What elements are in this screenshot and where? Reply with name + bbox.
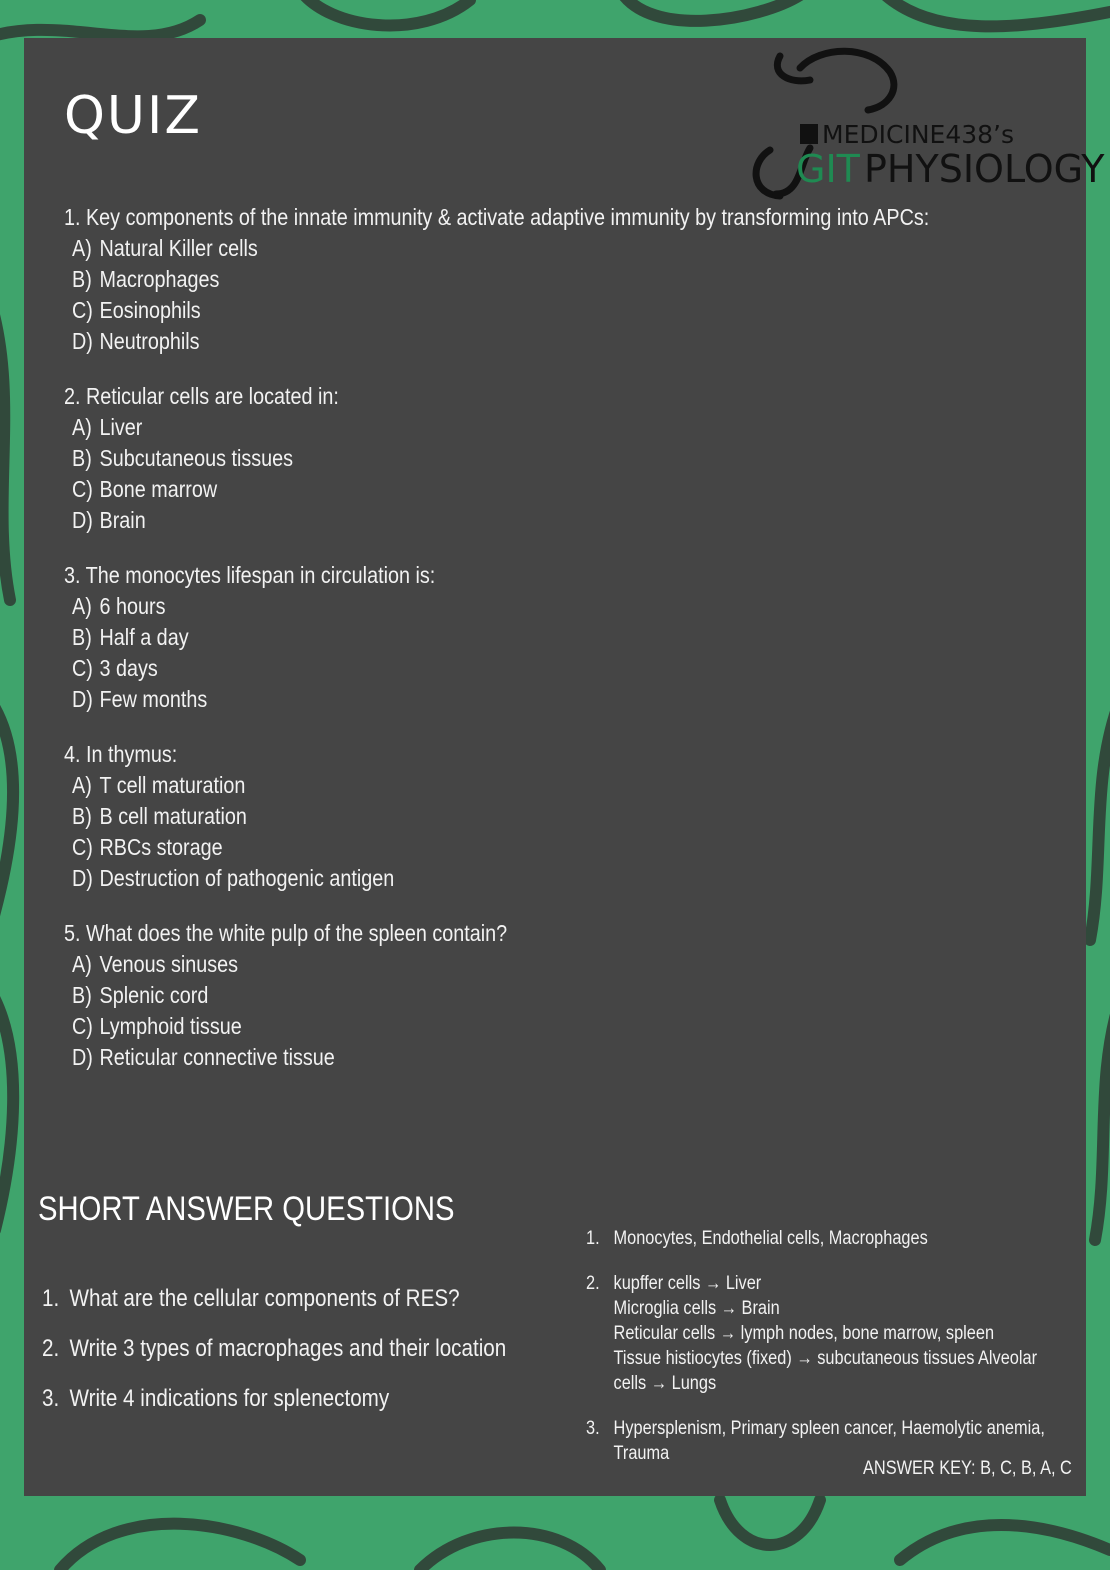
option-c[interactable] [72,474,934,505]
option-letter: D) [72,686,93,712]
option-text: Splenic cord [99,982,209,1008]
option-letter: C) [72,1013,93,1039]
answer-number: 3. [586,1418,600,1439]
answer-line: Tissue histiocytes (fixed) → subcutaneous tissues Alveolar [613,1348,1038,1369]
option-list [64,949,1074,1073]
short-answer-question [42,1324,506,1374]
option-text: Natural Killer cells [99,235,258,261]
option-letter: A) [72,414,92,440]
answer-number: 2. [586,1273,600,1294]
quiz-panel [24,38,1105,1496]
short-answer-title: SHORT ANSWER QUESTIONS [38,1190,455,1228]
option-d[interactable] [72,863,934,894]
question-2 [64,381,1074,536]
logo-git: GIT [796,147,860,191]
option-letter: A) [72,593,92,619]
option-d[interactable] [72,326,934,357]
option-list [64,412,1074,536]
answer-item [586,1226,1016,1251]
answer-line: Monocytes, Endothelial cells, Macrophages [613,1228,928,1249]
option-b[interactable] [72,264,934,295]
option-text: 3 days [99,655,158,681]
option-letter: D) [72,865,93,891]
short-answer-questions [42,1274,582,1424]
option-b[interactable] [72,622,934,653]
short-answer-answers [586,1226,1086,1486]
question-number: 2. [42,1335,60,1362]
option-text: Liver [99,414,143,440]
option-text: Macrophages [99,266,220,292]
answer-number: 1. [586,1228,600,1249]
question-number: 1. [42,1285,60,1312]
question-stem: 1. Key components of the innate immunity & activate adaptive immunity by transforming into APCs: [64,204,930,230]
question-text: What are the cellular components of RES? [69,1285,460,1312]
option-c[interactable] [72,653,934,684]
option-d[interactable] [72,684,934,715]
question-1 [64,202,1074,357]
question-text: Write 4 indications for splenectomy [69,1385,390,1412]
short-answer-question [42,1274,506,1324]
option-letter: B) [72,982,92,1008]
option-letter: A) [72,772,92,798]
option-c[interactable] [72,832,934,863]
option-text: Destruction of pathogenic antigen [99,865,395,891]
answer-line: cells → Lungs [613,1373,717,1394]
question-5 [64,918,1074,1073]
option-letter: D) [72,328,93,354]
option-b[interactable] [72,443,934,474]
multiple-choice-questions [64,202,1074,1097]
question-stem: 5. What does the white pulp of the spleen contain? [64,920,508,946]
question-number: 3. [42,1385,60,1412]
option-text: Half a day [99,624,189,650]
option-a[interactable] [72,412,934,443]
question-stem: 4. In thymus: [64,741,178,767]
option-text: Eosinophils [99,297,201,323]
option-text: Bone marrow [99,476,218,502]
option-text: Lymphoid tissue [99,1013,242,1039]
option-letter: D) [72,507,93,533]
option-a[interactable] [72,233,934,264]
option-b[interactable] [72,801,934,832]
question-stem: 3. The monocytes lifespan in circulation is: [64,562,436,588]
answer-key: ANSWER KEY: B, C, B, A, C [863,1458,1072,1479]
answer-item [586,1271,1038,1396]
option-letter: B) [72,624,92,650]
option-list [64,770,1074,894]
option-b[interactable] [72,980,934,1011]
option-text: B cell maturation [99,803,247,829]
option-text: Venous sinuses [99,951,239,977]
option-d[interactable] [72,1042,934,1073]
answer-line: Reticular cells → lymph nodes, bone marrow, spleen [613,1323,995,1344]
quiz-title: QUIZ [64,86,202,146]
option-c[interactable] [72,295,934,326]
question-stem: 2. Reticular cells are located in: [64,383,339,409]
question-3 [64,560,1074,715]
question-text: Write 3 types of macrophages and their location [69,1335,507,1362]
option-letter: C) [72,655,93,681]
answer-line: Hypersplenism, Primary spleen cancer, Haemolytic anemia, [613,1418,1045,1439]
option-letter: B) [72,803,92,829]
option-text: RBCs storage [99,834,223,860]
option-letter: C) [72,297,93,323]
option-text: Brain [99,507,146,533]
option-text: T cell maturation [99,772,246,798]
option-letter: B) [72,266,92,292]
option-text: Few months [99,686,208,712]
question-4 [64,739,1074,894]
short-answer-question [42,1374,506,1424]
option-d[interactable] [72,505,934,536]
option-letter: B) [72,445,92,471]
option-list [64,233,1074,357]
option-letter: A) [72,235,92,261]
option-letter: C) [72,834,93,860]
option-list [64,591,1074,715]
answer-line: Microglia cells → Brain [613,1298,780,1319]
logo-line1: MEDICINE438’s [822,120,1015,149]
option-letter: C) [72,476,93,502]
option-c[interactable] [72,1011,934,1042]
answer-line: kupffer cells → Liver [613,1273,762,1294]
option-a[interactable] [72,949,934,980]
answer-line: Trauma [613,1443,670,1464]
option-text: Neutrophils [99,328,200,354]
option-a[interactable] [72,591,934,622]
logo-physiology: PHYSIOLOGY [864,147,1105,191]
option-letter: A) [72,951,92,977]
option-text: Subcutaneous tissues [99,445,294,471]
option-text: Reticular connective tissue [99,1044,335,1070]
option-a[interactable] [72,770,934,801]
option-letter: D) [72,1044,93,1070]
option-text: 6 hours [99,593,166,619]
medicine438-logo [740,44,1105,212]
